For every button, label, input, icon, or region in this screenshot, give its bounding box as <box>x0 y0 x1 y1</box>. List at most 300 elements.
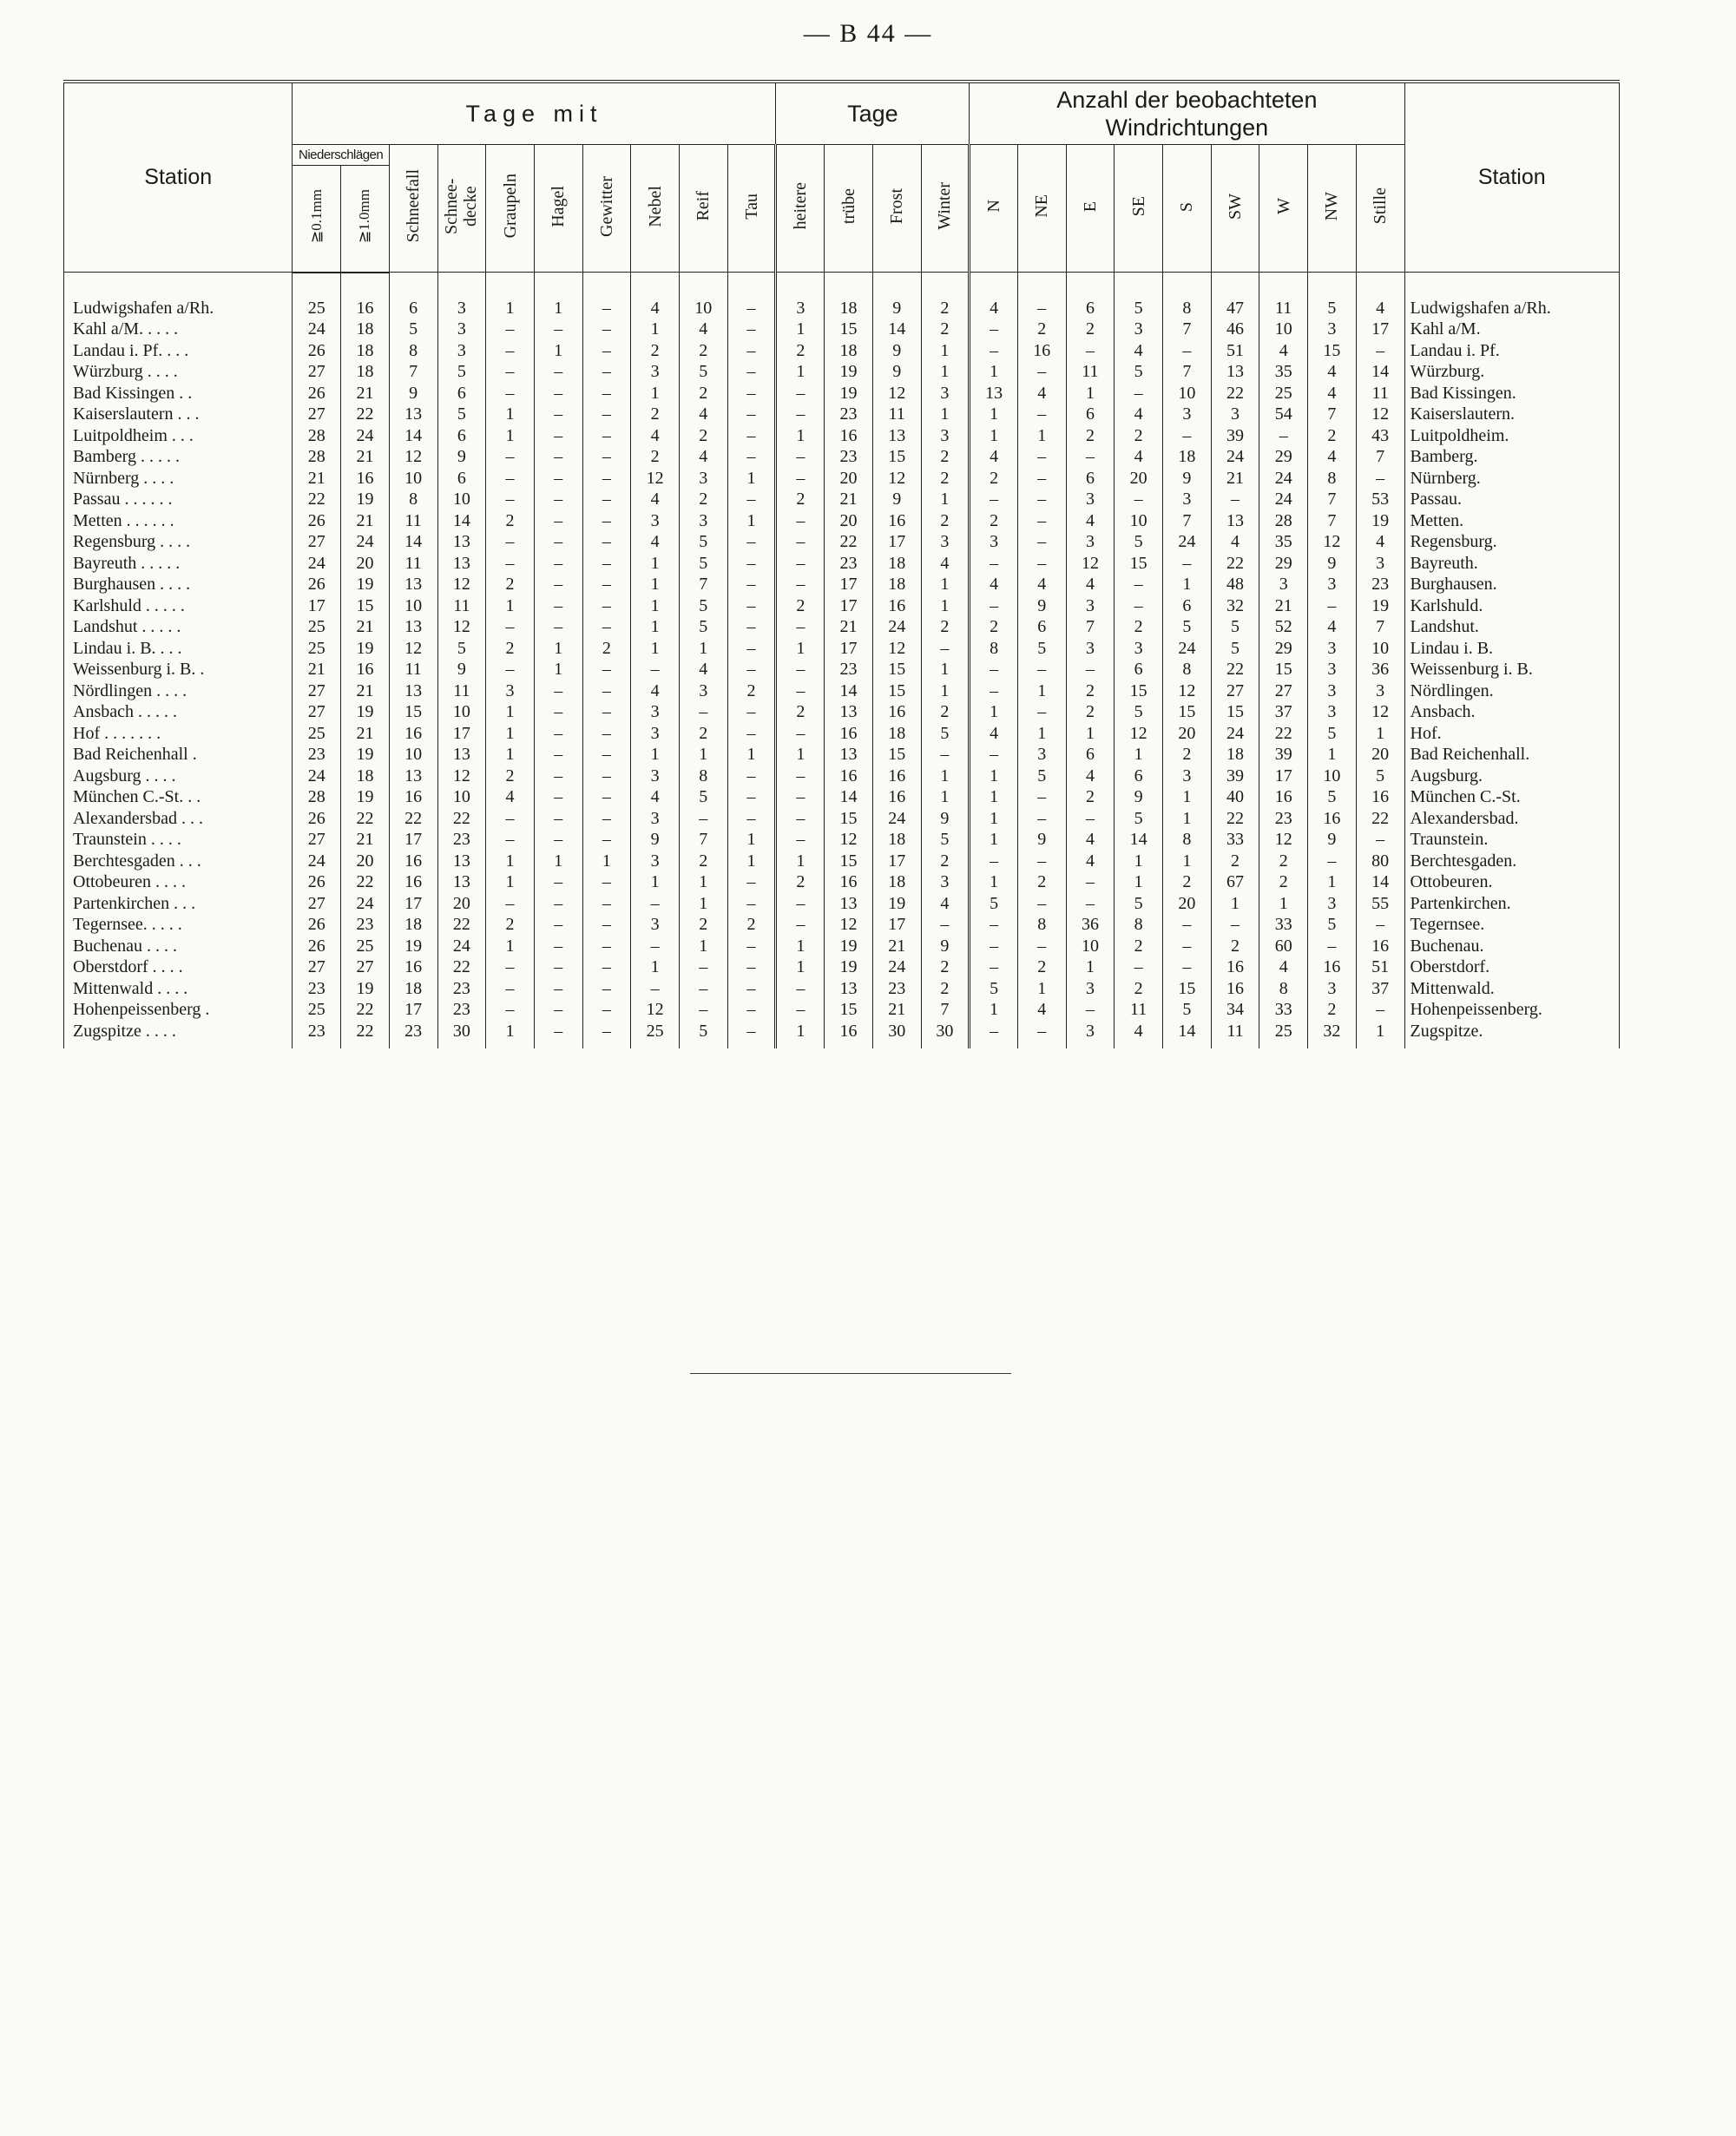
cell-5: – <box>486 446 535 468</box>
cell-5: 1 <box>486 936 535 957</box>
cell-2: 25 <box>341 936 390 957</box>
cell-16: 1 <box>1017 680 1066 702</box>
cell-2: 19 <box>341 978 390 1000</box>
cell-4: 23 <box>437 829 486 851</box>
cell-13: 15 <box>872 744 921 766</box>
cell-17: – <box>1066 999 1115 1021</box>
cell-1: 28 <box>293 786 341 808</box>
cell-20: 5 <box>1211 638 1259 660</box>
station-name-right: Metten. <box>1404 510 1620 532</box>
cell-17: 6 <box>1066 298 1115 319</box>
cell-5: – <box>486 489 535 510</box>
cell-11: 1 <box>776 744 825 766</box>
cell-14: – <box>921 914 970 936</box>
cell-7: – <box>582 553 631 575</box>
cell-9: 1 <box>679 871 727 893</box>
cell-22: 4 <box>1308 616 1357 638</box>
cell-5: 3 <box>486 680 535 702</box>
cell-18: 5 <box>1115 298 1163 319</box>
cell-18: 2 <box>1115 425 1163 447</box>
table-row <box>64 361 1620 383</box>
cell-17: 2 <box>1066 319 1115 340</box>
table-row <box>64 319 1620 340</box>
cell-21: 2 <box>1259 871 1308 893</box>
cell-13: 9 <box>872 340 921 362</box>
cell-2: 21 <box>341 510 390 532</box>
cell-14: 1 <box>921 659 970 680</box>
cell-21: 24 <box>1259 468 1308 490</box>
col-tau: Tau <box>727 145 776 273</box>
cell-16: 1 <box>1017 425 1066 447</box>
bottom-rule <box>690 1373 1011 1374</box>
cell-15: – <box>970 595 1018 617</box>
cell-22: 3 <box>1308 701 1357 723</box>
cell-22: – <box>1308 851 1357 872</box>
cell-8: 2 <box>631 446 680 468</box>
cell-17: – <box>1066 871 1115 893</box>
station-name-right: Bamberg. <box>1404 446 1620 468</box>
table-row <box>64 808 1620 830</box>
cell-20: 3 <box>1211 404 1259 425</box>
cell-21: 25 <box>1259 383 1308 404</box>
cell-3: 12 <box>389 638 437 660</box>
station-name-right: Tegernsee. <box>1404 914 1620 936</box>
cell-11: 2 <box>776 701 825 723</box>
station-name: Regensburg . . . . <box>64 531 293 553</box>
station-name: Ottobeuren . . . . <box>64 871 293 893</box>
cell-21: 4 <box>1259 340 1308 362</box>
cell-20: 5 <box>1211 616 1259 638</box>
cell-6: 1 <box>534 340 582 362</box>
col-schneefall: Schneefall <box>389 145 437 273</box>
cell-12: 23 <box>825 404 873 425</box>
cell-7: – <box>582 701 631 723</box>
cell-9: 5 <box>679 531 727 553</box>
cell-14: 2 <box>921 956 970 978</box>
cell-2: 21 <box>341 383 390 404</box>
cell-11: – <box>776 383 825 404</box>
cell-2: 21 <box>341 680 390 702</box>
cell-8: 3 <box>631 723 680 745</box>
cell-22: 4 <box>1308 361 1357 383</box>
table-row <box>64 425 1620 447</box>
cell-23: 14 <box>1356 361 1404 383</box>
station-name: Traunstein . . . . <box>64 829 293 851</box>
cell-11: 1 <box>776 956 825 978</box>
cell-10: – <box>727 383 776 404</box>
cell-14: 1 <box>921 786 970 808</box>
cell-7: – <box>582 659 631 680</box>
cell-14: 2 <box>921 319 970 340</box>
cell-2: 19 <box>341 574 390 595</box>
cell-6: – <box>534 723 582 745</box>
cell-6: – <box>534 914 582 936</box>
cell-23: 19 <box>1356 510 1404 532</box>
cell-16: – <box>1017 489 1066 510</box>
cell-10: – <box>727 489 776 510</box>
cell-8: 2 <box>631 404 680 425</box>
cell-6: – <box>534 319 582 340</box>
cell-15: 2 <box>970 510 1018 532</box>
station-name: Lindau i. B. . . . <box>64 638 293 660</box>
station-name: Passau . . . . . . <box>64 489 293 510</box>
cell-16: – <box>1017 361 1066 383</box>
cell-1: 24 <box>293 319 341 340</box>
cell-17: 1 <box>1066 383 1115 404</box>
cell-10: – <box>727 531 776 553</box>
cell-10: – <box>727 361 776 383</box>
cell-5: 2 <box>486 638 535 660</box>
table-row <box>64 404 1620 425</box>
cell-7: – <box>582 595 631 617</box>
cell-8: 2 <box>631 340 680 362</box>
cell-3: 9 <box>389 383 437 404</box>
cell-7: 2 <box>582 638 631 660</box>
cell-23: 1 <box>1356 1021 1404 1049</box>
cell-1: 28 <box>293 446 341 468</box>
cell-10: 1 <box>727 744 776 766</box>
cell-20: 13 <box>1211 361 1259 383</box>
cell-5: – <box>486 468 535 490</box>
cell-4: 10 <box>437 489 486 510</box>
cell-23: 55 <box>1356 893 1404 915</box>
cell-12: 15 <box>825 851 873 872</box>
cell-23: 3 <box>1356 553 1404 575</box>
cell-18: 1 <box>1115 851 1163 872</box>
table-row <box>64 340 1620 362</box>
cell-15: – <box>970 319 1018 340</box>
cell-18: 3 <box>1115 638 1163 660</box>
cell-4: 13 <box>437 531 486 553</box>
cell-17: 3 <box>1066 531 1115 553</box>
table-row <box>64 638 1620 660</box>
cell-13: 18 <box>872 553 921 575</box>
cell-22: 16 <box>1308 808 1357 830</box>
cell-3: 13 <box>389 404 437 425</box>
cell-2: 19 <box>341 786 390 808</box>
cell-22: 3 <box>1308 680 1357 702</box>
table-row <box>64 574 1620 595</box>
cell-4: 17 <box>437 723 486 745</box>
col-wind-nw: NW <box>1308 145 1357 273</box>
cell-12: 16 <box>825 425 873 447</box>
cell-6: – <box>534 1021 582 1049</box>
cell-19: – <box>1162 956 1211 978</box>
cell-5: 1 <box>486 701 535 723</box>
cell-23: 80 <box>1356 851 1404 872</box>
cell-17: – <box>1066 808 1115 830</box>
cell-15: – <box>970 659 1018 680</box>
cell-3: 8 <box>389 340 437 362</box>
cell-9: 5 <box>679 361 727 383</box>
table-row <box>64 616 1620 638</box>
cell-20: 22 <box>1211 383 1259 404</box>
cell-6: – <box>534 999 582 1021</box>
cell-3: 16 <box>389 871 437 893</box>
cell-21: – <box>1259 425 1308 447</box>
cell-13: 9 <box>872 489 921 510</box>
col-wind-w: W <box>1259 145 1308 273</box>
cell-11: 1 <box>776 361 825 383</box>
cell-21: 15 <box>1259 659 1308 680</box>
cell-18: 15 <box>1115 553 1163 575</box>
cell-20: 1 <box>1211 893 1259 915</box>
cell-1: 28 <box>293 425 341 447</box>
cell-21: 23 <box>1259 808 1308 830</box>
cell-11: – <box>776 468 825 490</box>
cell-23: 14 <box>1356 871 1404 893</box>
cell-3: 13 <box>389 680 437 702</box>
cell-8: 1 <box>631 383 680 404</box>
cell-20: 11 <box>1211 1021 1259 1049</box>
cell-16: 8 <box>1017 914 1066 936</box>
cell-7: 1 <box>582 851 631 872</box>
col-reif: Reif <box>679 145 727 273</box>
cell-9: 7 <box>679 829 727 851</box>
cell-13: 17 <box>872 531 921 553</box>
cell-18: – <box>1115 956 1163 978</box>
cell-14: 9 <box>921 936 970 957</box>
table-row <box>64 298 1620 319</box>
cell-8: 3 <box>631 808 680 830</box>
cell-19: 7 <box>1162 361 1211 383</box>
cell-19: 7 <box>1162 510 1211 532</box>
cell-17: 36 <box>1066 914 1115 936</box>
table-row <box>64 786 1620 808</box>
cell-21: 27 <box>1259 680 1308 702</box>
cell-20: 67 <box>1211 871 1259 893</box>
cell-1: 21 <box>293 468 341 490</box>
cell-20: 4 <box>1211 531 1259 553</box>
cell-13: 12 <box>872 383 921 404</box>
cell-8: 12 <box>631 999 680 1021</box>
cell-10: 1 <box>727 510 776 532</box>
cell-11: – <box>776 766 825 787</box>
cell-9: 4 <box>679 446 727 468</box>
cell-2: 24 <box>341 425 390 447</box>
cell-3: 10 <box>389 744 437 766</box>
cell-10: – <box>727 425 776 447</box>
cell-12: 19 <box>825 383 873 404</box>
weather-observation-table <box>63 80 1620 1048</box>
cell-15: 5 <box>970 978 1018 1000</box>
cell-5: – <box>486 553 535 575</box>
cell-8: 1 <box>631 616 680 638</box>
cell-9: – <box>679 999 727 1021</box>
cell-20: – <box>1211 914 1259 936</box>
cell-18: 1 <box>1115 871 1163 893</box>
cell-22: 12 <box>1308 531 1357 553</box>
cell-15: 4 <box>970 298 1018 319</box>
cell-20: 18 <box>1211 744 1259 766</box>
col-wind-ne: NE <box>1017 145 1066 273</box>
station-name-right: Passau. <box>1404 489 1620 510</box>
cell-17: 4 <box>1066 510 1115 532</box>
cell-3: 12 <box>389 446 437 468</box>
cell-16: 2 <box>1017 319 1066 340</box>
cell-6: – <box>534 786 582 808</box>
cell-12: 16 <box>825 1021 873 1049</box>
cell-8: 1 <box>631 871 680 893</box>
cell-5: 1 <box>486 744 535 766</box>
cell-3: 17 <box>389 893 437 915</box>
cell-20: 21 <box>1211 468 1259 490</box>
cell-7: – <box>582 574 631 595</box>
cell-14: 1 <box>921 766 970 787</box>
cell-3: 16 <box>389 956 437 978</box>
cell-2: 22 <box>341 404 390 425</box>
cell-8: 1 <box>631 553 680 575</box>
cell-8: – <box>631 936 680 957</box>
station-name-right: Kahl a/M. <box>1404 319 1620 340</box>
cell-22: 3 <box>1308 978 1357 1000</box>
cell-1: 25 <box>293 298 341 319</box>
cell-8: 1 <box>631 956 680 978</box>
cell-20: 48 <box>1211 574 1259 595</box>
cell-18: 4 <box>1115 404 1163 425</box>
cell-10: – <box>727 319 776 340</box>
cell-6: 1 <box>534 638 582 660</box>
cell-10: – <box>727 871 776 893</box>
cell-14: 2 <box>921 851 970 872</box>
cell-3: 18 <box>389 978 437 1000</box>
station-name: Partenkirchen . . . <box>64 893 293 915</box>
station-name: Landau i. Pf. . . . <box>64 340 293 362</box>
cell-21: 35 <box>1259 531 1308 553</box>
cell-19: 1 <box>1162 786 1211 808</box>
cell-19: 9 <box>1162 468 1211 490</box>
cell-9: 2 <box>679 723 727 745</box>
cell-8: 12 <box>631 468 680 490</box>
cell-17: 11 <box>1066 361 1115 383</box>
cell-15: 1 <box>970 871 1018 893</box>
station-name-right: Mittenwald. <box>1404 978 1620 1000</box>
cell-7: – <box>582 361 631 383</box>
cell-3: 15 <box>389 701 437 723</box>
cell-20: 13 <box>1211 510 1259 532</box>
cell-6: – <box>534 574 582 595</box>
cell-5: – <box>486 978 535 1000</box>
cell-14: 3 <box>921 383 970 404</box>
cell-19: 12 <box>1162 680 1211 702</box>
cell-13: 14 <box>872 319 921 340</box>
cell-21: 8 <box>1259 978 1308 1000</box>
cell-19: 18 <box>1162 446 1211 468</box>
cell-5: 1 <box>486 298 535 319</box>
cell-3: 11 <box>389 659 437 680</box>
station-name-right: Traunstein. <box>1404 829 1620 851</box>
cell-11: – <box>776 531 825 553</box>
cell-8: 1 <box>631 574 680 595</box>
cell-2: 21 <box>341 616 390 638</box>
cell-8: – <box>631 659 680 680</box>
cell-20: 22 <box>1211 808 1259 830</box>
cell-15: – <box>970 1021 1018 1049</box>
cell-11: – <box>776 574 825 595</box>
cell-6: – <box>534 766 582 787</box>
cell-10: – <box>727 616 776 638</box>
cell-4: 5 <box>437 361 486 383</box>
cell-22: 9 <box>1308 829 1357 851</box>
cell-17: 1 <box>1066 956 1115 978</box>
station-name-right: Luitpoldheim. <box>1404 425 1620 447</box>
cell-19: – <box>1162 553 1211 575</box>
table-row <box>64 936 1620 957</box>
col-wind-stille: Stille <box>1356 145 1404 273</box>
station-name-right: Nördlingen. <box>1404 680 1620 702</box>
cell-1: 25 <box>293 638 341 660</box>
cell-12: 12 <box>825 829 873 851</box>
cell-19: 2 <box>1162 744 1211 766</box>
station-name-right: Buchenau. <box>1404 936 1620 957</box>
table-body <box>64 273 1620 1049</box>
cell-10: – <box>727 446 776 468</box>
cell-10: – <box>727 978 776 1000</box>
cell-2: 22 <box>341 808 390 830</box>
cell-4: 3 <box>437 340 486 362</box>
cell-15: – <box>970 851 1018 872</box>
cell-3: 23 <box>389 1021 437 1049</box>
cell-18: 9 <box>1115 786 1163 808</box>
cell-14: – <box>921 638 970 660</box>
cell-13: 9 <box>872 361 921 383</box>
cell-14: 2 <box>921 468 970 490</box>
cell-5: – <box>486 383 535 404</box>
cell-1: 22 <box>293 489 341 510</box>
cell-22: 2 <box>1308 999 1357 1021</box>
cell-7: – <box>582 999 631 1021</box>
table-row <box>64 659 1620 680</box>
cell-11: – <box>776 786 825 808</box>
cell-3: 10 <box>389 595 437 617</box>
cell-20: 16 <box>1211 978 1259 1000</box>
cell-12: 18 <box>825 298 873 319</box>
table-header <box>64 82 1620 273</box>
cell-2: 24 <box>341 531 390 553</box>
cell-21: 22 <box>1259 723 1308 745</box>
cell-16: – <box>1017 468 1066 490</box>
cell-18: – <box>1115 574 1163 595</box>
cell-20: 46 <box>1211 319 1259 340</box>
cell-20: 34 <box>1211 999 1259 1021</box>
cell-5: – <box>486 340 535 362</box>
cell-17: 12 <box>1066 553 1115 575</box>
cell-20: 27 <box>1211 680 1259 702</box>
cell-18: 14 <box>1115 829 1163 851</box>
cell-19: 2 <box>1162 871 1211 893</box>
cell-16: 3 <box>1017 744 1066 766</box>
cell-6: 1 <box>534 851 582 872</box>
cell-11: – <box>776 999 825 1021</box>
cell-6: – <box>534 680 582 702</box>
cell-11: 3 <box>776 298 825 319</box>
station-name: Burghausen . . . . <box>64 574 293 595</box>
cell-1: 25 <box>293 723 341 745</box>
cell-18: – <box>1115 595 1163 617</box>
cell-21: 2 <box>1259 851 1308 872</box>
cell-5: – <box>486 616 535 638</box>
cell-1: 24 <box>293 851 341 872</box>
cell-8: 3 <box>631 851 680 872</box>
cell-4: 11 <box>437 680 486 702</box>
cell-10: – <box>727 1021 776 1049</box>
cell-17: 6 <box>1066 404 1115 425</box>
cell-1: 27 <box>293 531 341 553</box>
cell-20: 2 <box>1211 936 1259 957</box>
cell-18: 5 <box>1115 808 1163 830</box>
cell-17: – <box>1066 446 1115 468</box>
cell-9: 5 <box>679 595 727 617</box>
